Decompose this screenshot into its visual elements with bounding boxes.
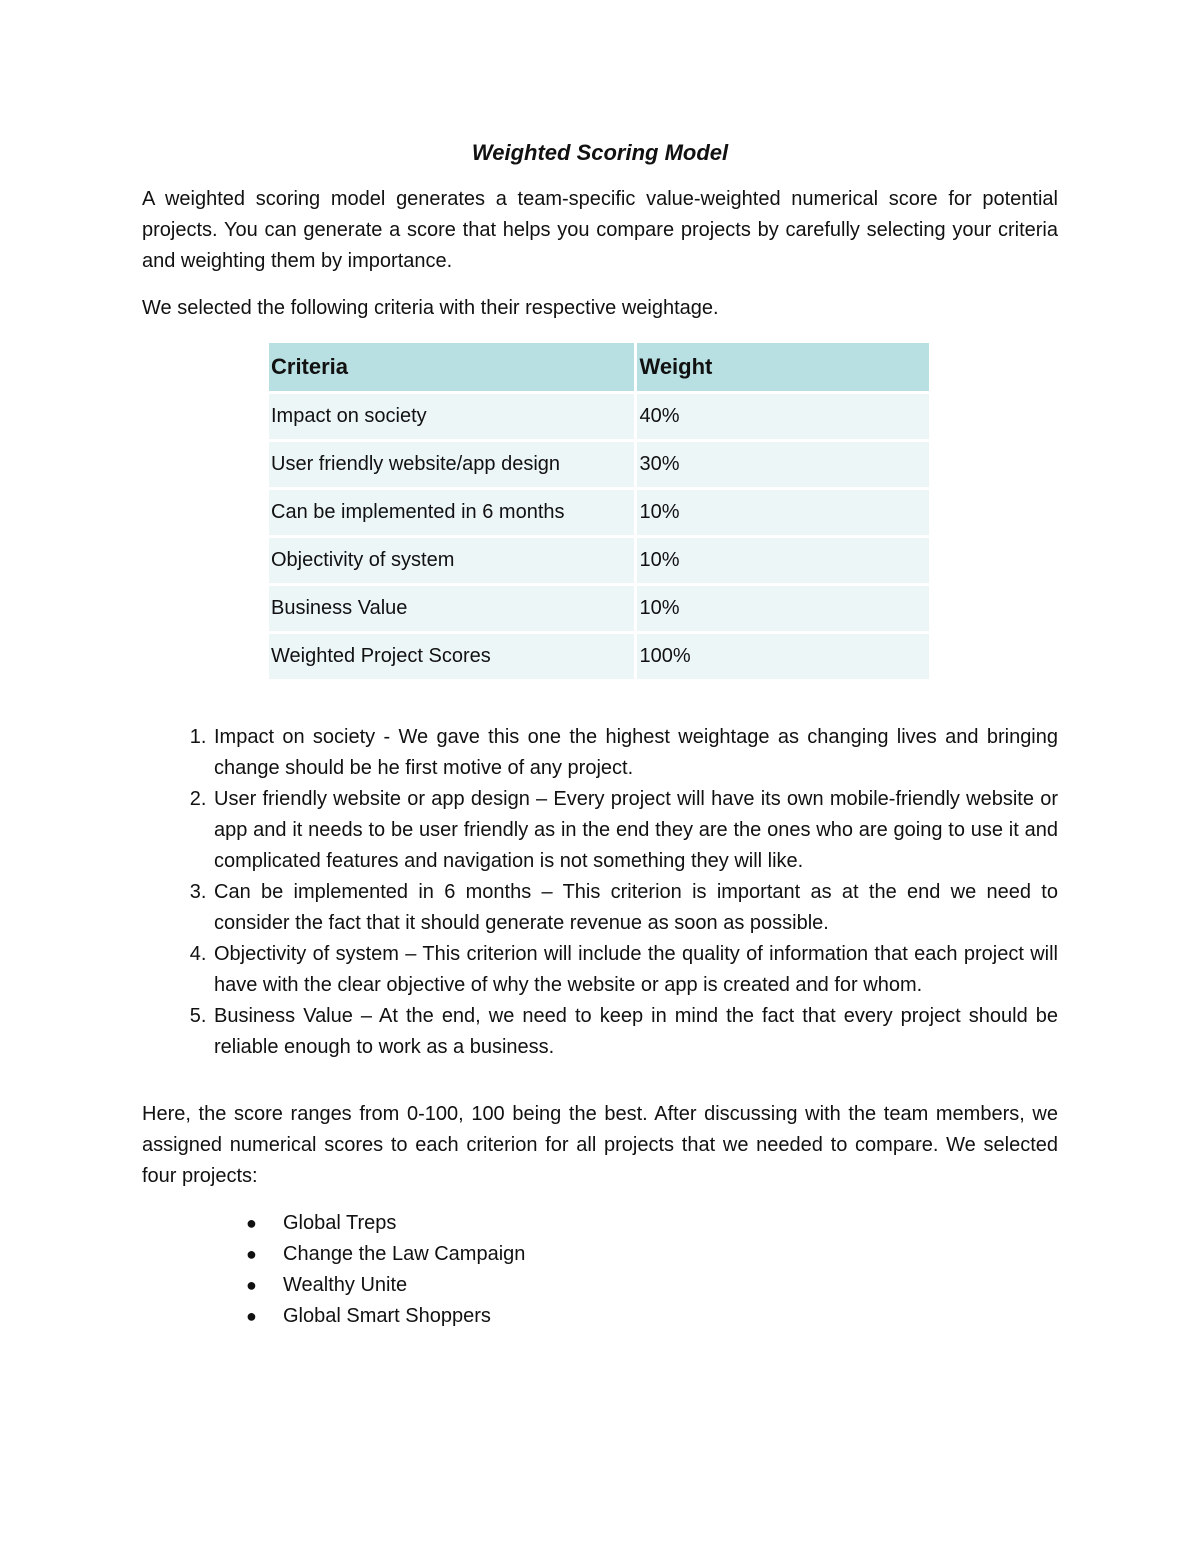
projects-list [142,1208,1058,1332]
criteria-explanation-list [142,722,1058,1063]
criteria-weight-table [266,340,932,682]
criteria-cell: Objectivity of system [269,538,634,583]
table-row [269,538,929,583]
bullet-icon: ● [246,1275,257,1296]
table-row [269,634,929,679]
header-weight: Weight [637,343,929,391]
list-item [246,1239,1058,1270]
list-item [246,1301,1058,1332]
criteria-cell: Weighted Project Scores [269,634,634,679]
criteria-cell: Business Value [269,586,634,631]
bullet-icon: ● [246,1213,257,1234]
list-item [246,1270,1058,1301]
project-name: Wealthy Unite [283,1274,408,1297]
list-item: 3. Can be implemented in 6 months – This criterion is important as at the end we need to consider the fact that it should generate revenue as soon as possible. [212,877,1058,939]
table-row [269,586,929,631]
header-criteria: Criteria [269,343,634,391]
table-header-row [269,343,929,391]
weight-cell: 100% [637,634,929,679]
list-item: 2. User friendly website or app design – Every project will have its own mobile-friendly website or app and it needs to be user friendly as in the end they are the ones who are going to use it and complicated features and navigation is not something they will like. [212,784,1058,877]
project-name: Global Treps [283,1212,397,1235]
list-item: 5. Business Value – At the end, we need to keep in mind the fact that every project should be reliable enough to work as a business. [212,1001,1058,1063]
table-intro-paragraph: We selected the following criteria with their respective weightage. [142,297,719,320]
document-title: Weighted Scoring Model [471,140,729,165]
table-row [269,394,929,439]
criteria-cell: Can be implemented in 6 months [269,490,634,535]
score-paragraph: Here, the score ranges from 0-100, 100 being the best. After discussing with the team members, we assigned numerical scores to each criterion for all projects that we needed to compare. We selected four projects: [142,1103,1058,1188]
list-item: 4. Objectivity of system – This criterion will include the quality of information that each project will have with the clear objective of why the website or app is created and for whom. [212,939,1058,1001]
table-row [269,442,929,487]
project-name: Change the Law Campaign [283,1243,526,1266]
bullet-icon: ● [246,1244,257,1265]
project-name: Global Smart Shoppers [283,1305,491,1328]
table-row [269,490,929,535]
weight-cell: 10% [637,586,929,631]
criteria-cell: Impact on society [269,394,634,439]
document-page [142,140,1058,1332]
intro-paragraph: A weighted scoring model generates a team-specific value-weighted numerical score for potential projects. You can generate a score that helps you compare projects by carefully selecting your criteria and weighting them by importance. [142,188,1058,273]
list-item: 1. Impact on society - We gave this one the highest weightage as changing lives and bringing change should be he first motive of any project. [212,722,1058,784]
bullet-icon: ● [246,1306,257,1327]
list-item [246,1208,1058,1239]
weight-cell: 10% [637,490,929,535]
weight-cell: 30% [637,442,929,487]
criteria-cell: User friendly website/app design [269,442,634,487]
weight-cell: 10% [637,538,929,583]
weight-cell: 40% [637,394,929,439]
